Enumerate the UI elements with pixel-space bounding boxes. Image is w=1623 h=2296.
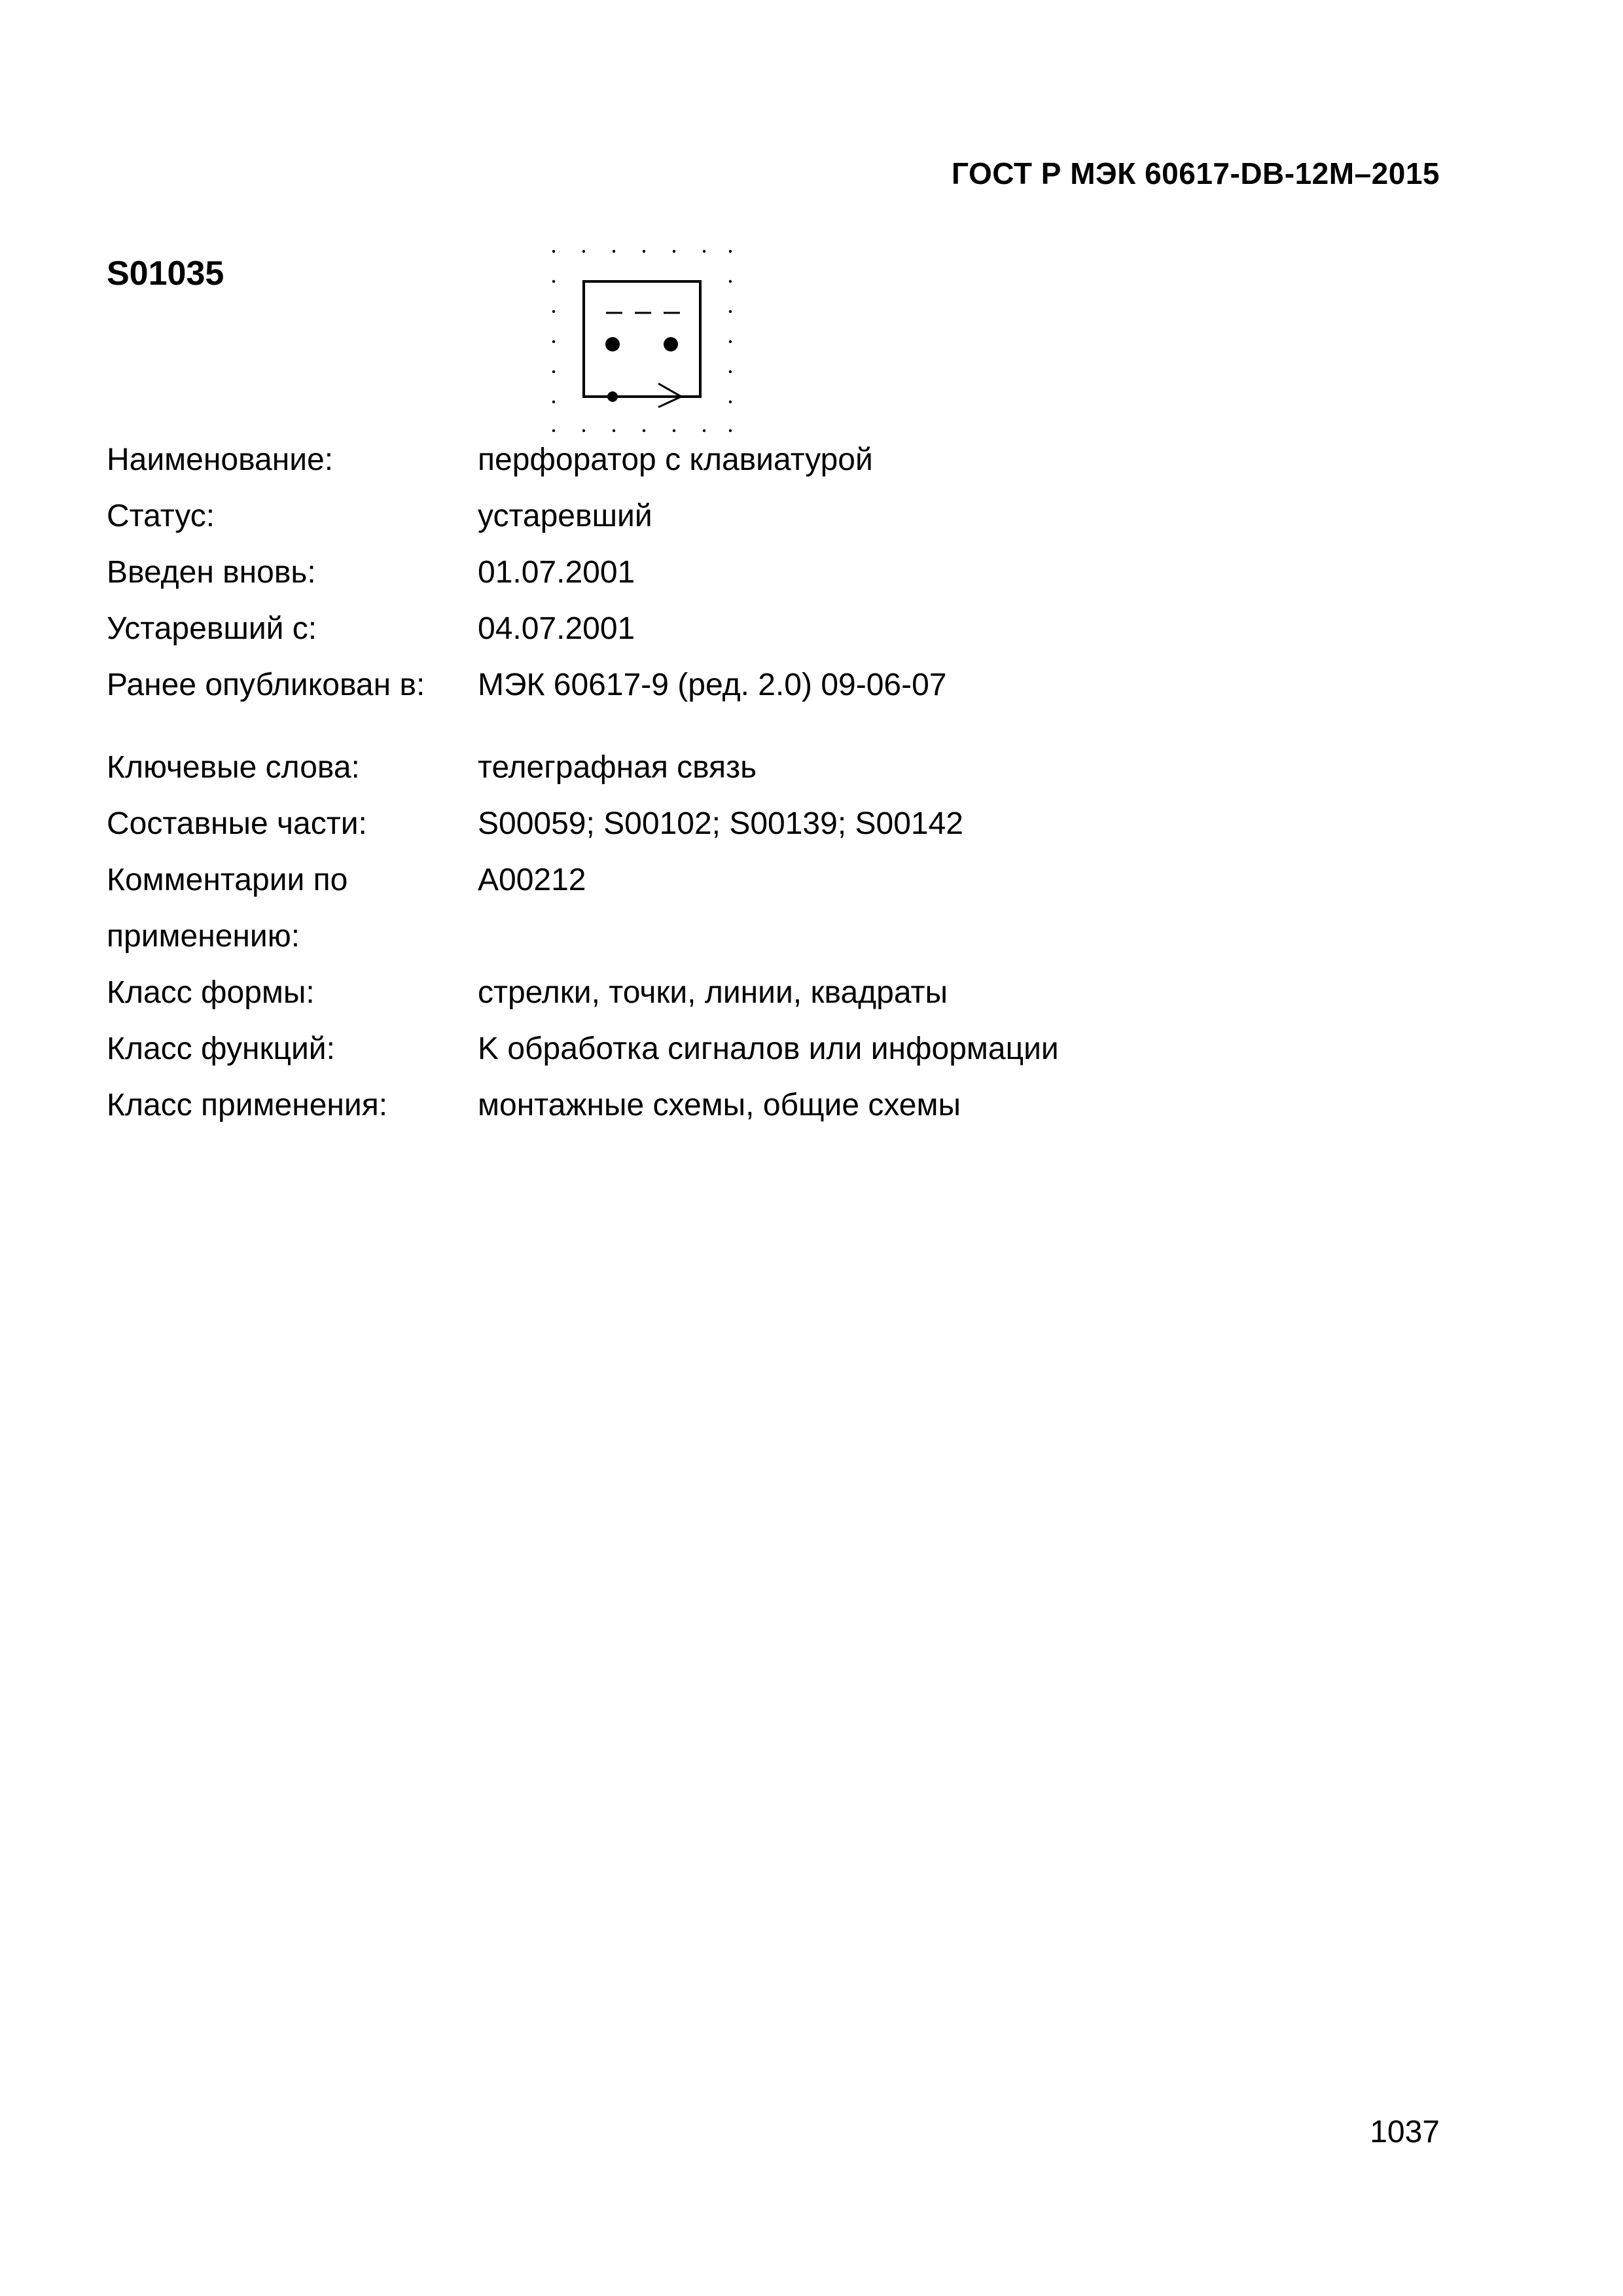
- field-label: Класс применения:: [107, 1088, 388, 1122]
- field-value: устаревший: [478, 499, 652, 533]
- field-label: Введен вновь:: [107, 555, 316, 590]
- field-value: телеграфная связь: [478, 750, 757, 785]
- field-value: 01.07.2001: [478, 555, 635, 590]
- field-value: перфоратор с клавиатурой: [478, 442, 873, 477]
- field-label: Класс формы:: [107, 975, 315, 1010]
- field-value: МЭК 60617-9 (ред. 2.0) 09-06-07: [478, 668, 947, 702]
- symbol-code: S01035: [107, 255, 224, 293]
- field-value: K обработка сигналов или информации: [478, 1031, 1059, 1066]
- page-header: ГОСТ Р МЭК 60617-DB-12M–2015: [952, 156, 1440, 190]
- field-value: A00212: [478, 863, 586, 897]
- keyboard-perforator-symbol-icon: [547, 247, 737, 437]
- field-label: Ранее опубликован в:: [107, 668, 425, 702]
- field-value: стрелки, точки, линии, квадраты: [478, 975, 948, 1010]
- field-label: Наименование:: [107, 442, 334, 477]
- field-value: 04.07.2001: [478, 611, 635, 646]
- field-label: Статус:: [107, 499, 215, 533]
- field-value: S00059; S00102; S00139; S00142: [478, 806, 963, 841]
- field-label: Класс функций:: [107, 1031, 335, 1066]
- field-label: Составные части:: [107, 806, 367, 841]
- field-label: Ключевые слова:: [107, 750, 360, 785]
- field-value: монтажные схемы, общие схемы: [478, 1088, 961, 1122]
- field-label: Устаревший с:: [107, 611, 317, 646]
- field-label: Комментарии по применению:: [107, 863, 348, 954]
- page-number: 1037: [1370, 2115, 1440, 2149]
